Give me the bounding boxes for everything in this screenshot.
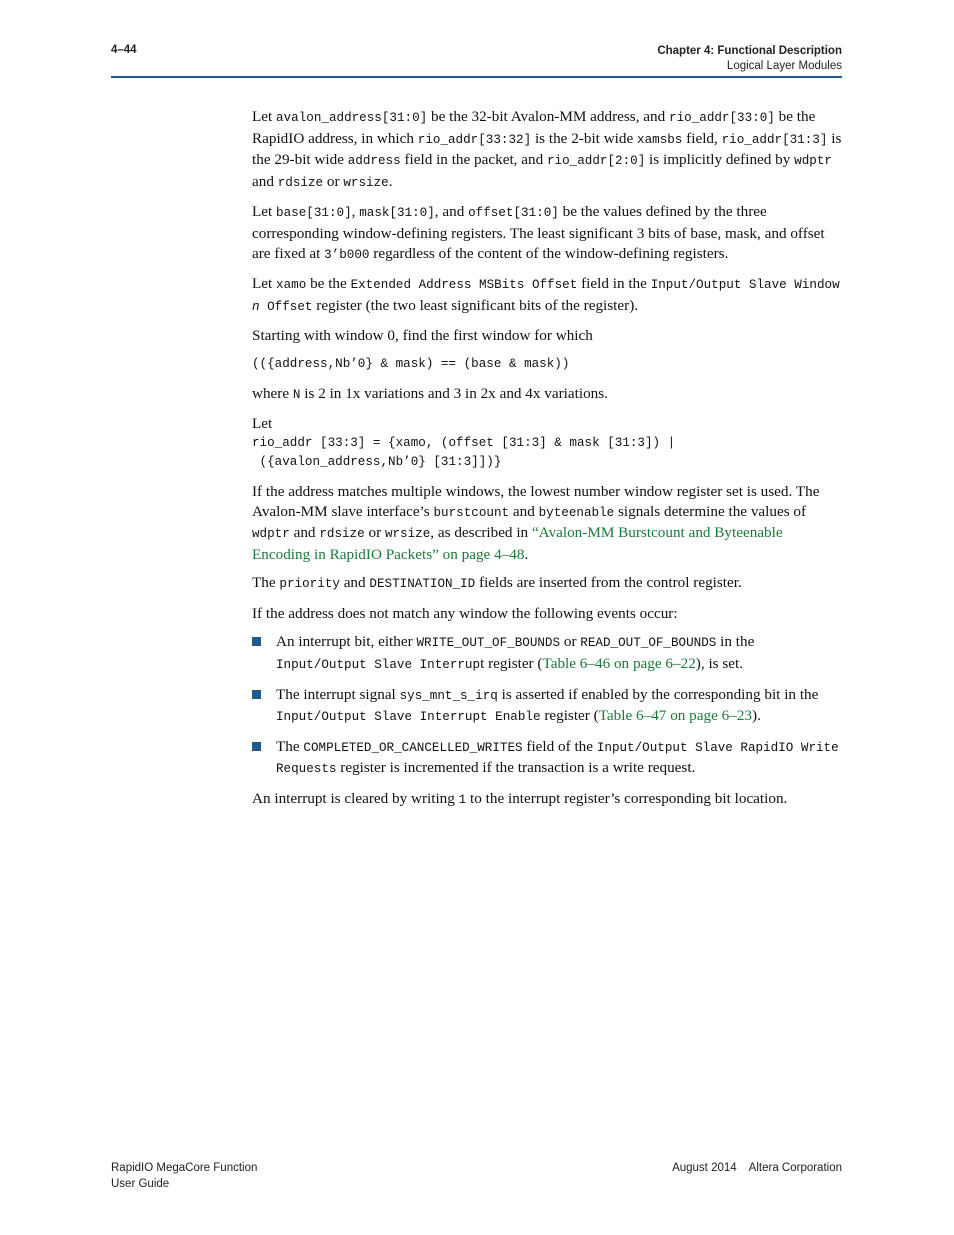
text: field in the (577, 275, 651, 293)
list-item (252, 685, 842, 728)
footer-product: RapidIO MegaCore Function (111, 1162, 258, 1174)
code-term: base[31:0] (276, 206, 352, 221)
page-number: 4–44 (111, 44, 137, 56)
code-term: wdptr (252, 527, 290, 542)
paragraph-let-rio-addr (252, 414, 842, 473)
text: , (351, 203, 360, 221)
text: . (524, 545, 529, 563)
paragraph-multiple-windows (252, 482, 842, 564)
chapter-title: Chapter 4: Functional Description (657, 45, 842, 57)
text: signals determine the values of (614, 502, 807, 520)
cross-reference-link[interactable]: “Avalon-MM Burstcount and Byteenable Encoding in RapidIO Packets” on page 4–48 (252, 524, 783, 563)
running-header (657, 44, 842, 74)
equation-window-match: (({address,Nb’0} & mask) == (base & mask)) (252, 356, 570, 371)
text: or (323, 172, 344, 190)
code-term: 3’b000 (324, 247, 370, 262)
code-term: rio_addr[33:32] (417, 132, 532, 147)
code-term: burstcount (433, 505, 510, 520)
equation-line-1: rio_addr [33:3] = {xamo, (offset [31:3] & mask [31:3]) | (252, 435, 676, 450)
main-content (252, 107, 842, 820)
text: or (560, 633, 581, 651)
text: and (339, 574, 370, 592)
text: register ( (540, 707, 599, 725)
list-item (252, 632, 842, 675)
code-term: READ_OUT_OF_BOUNDS (580, 636, 717, 651)
equation-line-2: ({avalon_address,Nb’0} [31:3]])} (252, 455, 502, 470)
text: field of the (522, 737, 597, 755)
text: Let (252, 203, 277, 221)
code-term: Input/Output Slave Window (650, 278, 840, 293)
code-term: 1 (458, 793, 467, 808)
square-bullet-icon (252, 690, 261, 699)
text: be the 32-bit Avalon-MM address, and (427, 108, 670, 125)
bullet-list (252, 632, 842, 780)
paragraph-address-definition (252, 107, 842, 193)
code-term: rdsize (277, 175, 324, 190)
italic-n: n (252, 299, 260, 314)
code-term: Extended Address MSBits Offset (350, 278, 578, 293)
paragraph-no-match: If the address does not match any window the following events occur: (252, 604, 678, 622)
text: , and (434, 203, 469, 221)
code-term: COMPLETED_OR_CANCELLED_WRITES (303, 740, 523, 755)
code-term: N (292, 387, 301, 402)
text: If the address matches multiple windows, the lowest number window register set is used. The Avalon-MM slave interface’s (252, 482, 820, 520)
code-term: rio_addr[2:0] (547, 154, 646, 169)
text: and (289, 524, 320, 542)
paragraph-priority (252, 573, 842, 595)
code-term: sys_mnt_s_irq (399, 688, 498, 703)
code-term: Offset (259, 299, 313, 314)
text: to the interrupt register’s corresponding bit location. (466, 790, 788, 808)
code-term: DESTINATION_ID (369, 577, 476, 592)
code-term: mask[31:0] (359, 206, 435, 221)
text: ), is set. (695, 655, 744, 673)
text: and (252, 172, 278, 190)
text: is 2 in 1x variations and 3 in 2x and 4x variations. (300, 384, 608, 402)
code-term: Input/Output Slave Interrup (276, 658, 481, 673)
text: register (the two least significant bits of the register). (312, 296, 639, 314)
paragraph-xamo (252, 274, 842, 317)
text: t register ( (480, 655, 543, 673)
code-term: WRITE_OUT_OF_BOUNDS (416, 636, 561, 651)
square-bullet-icon (252, 742, 261, 751)
text: be the (306, 275, 351, 293)
text: ). (752, 707, 761, 725)
text: be the values defined by the three corresponding window-defining registers. The least significant 3 bits of base, mask, and offset are fixed at (252, 203, 825, 262)
text: is the 2-bit wide (531, 129, 638, 147)
text: and (509, 502, 539, 520)
code-term: offset[31:0] (468, 206, 559, 221)
code-term: address (347, 154, 401, 169)
paragraph-interrupt-clear (252, 789, 842, 811)
text: is implicitly defined by (645, 151, 795, 169)
text: . (388, 172, 393, 190)
paragraph-n-definition (252, 384, 842, 406)
code-term: rio_addr[31:3] (721, 132, 828, 147)
text: regardless of the content of the window-defining registers. (369, 244, 729, 262)
text: register is incremented if the transaction is a write request. (336, 759, 696, 777)
code-term: Input/Output Slave RapidIO Write Requests (276, 740, 839, 777)
code-term: wdptr (794, 154, 832, 169)
text: where (252, 384, 293, 402)
footer-doc: User Guide (111, 1178, 170, 1190)
section-title: Logical Layer Modules (726, 60, 842, 72)
text: The interrupt signal (276, 685, 400, 703)
list-item (252, 737, 842, 780)
table-link[interactable]: Table 6–47 on page 6–23 (598, 707, 753, 725)
text: is the 29-bit wide (252, 129, 842, 169)
paragraph-window-registers (252, 202, 842, 265)
code-term: rdsize (319, 527, 365, 542)
text: The (276, 737, 304, 755)
text: field, (682, 129, 722, 147)
text: Let (252, 108, 277, 125)
code-term: priority (279, 577, 340, 592)
paragraph-window-search: Starting with window 0, find the first window for which (252, 327, 593, 345)
text: or (364, 524, 385, 542)
text: An interrupt is cleared by writing (252, 790, 459, 808)
text: An interrupt bit, either (276, 633, 417, 651)
code-term: xamo (276, 278, 307, 293)
text: field in the packet, and (400, 151, 547, 169)
text: in the (716, 633, 755, 651)
table-link[interactable]: Table 6–46 on page 6–22 (542, 655, 696, 673)
text: Let (252, 415, 273, 433)
code-term: wrsize (343, 175, 389, 190)
text: fields are inserted from the control register. (475, 574, 742, 592)
code-term: xamsbs (637, 132, 683, 147)
code-term: byteenable (538, 505, 615, 520)
footer-date: August 2014 (672, 1162, 737, 1174)
code-term: rio_addr[33:0] (669, 111, 775, 125)
footer-left (111, 1160, 257, 1192)
text: , as described in (430, 524, 532, 542)
text: The (252, 574, 280, 592)
header-rule (111, 76, 842, 78)
text: be the RapidIO address, in which (252, 108, 816, 147)
text: is asserted if enabled by the corresponding bit in the (497, 685, 819, 703)
code-term: avalon_address[31:0] (276, 111, 428, 125)
footer-right (672, 1160, 842, 1176)
footer-company: Altera Corporation (748, 1162, 842, 1174)
code-italic-term (252, 300, 260, 314)
code-term: wrsize (384, 527, 431, 542)
code-term: Input/Output Slave Interrupt Enable (276, 710, 541, 725)
text: Let (252, 275, 277, 293)
square-bullet-icon (252, 637, 261, 646)
